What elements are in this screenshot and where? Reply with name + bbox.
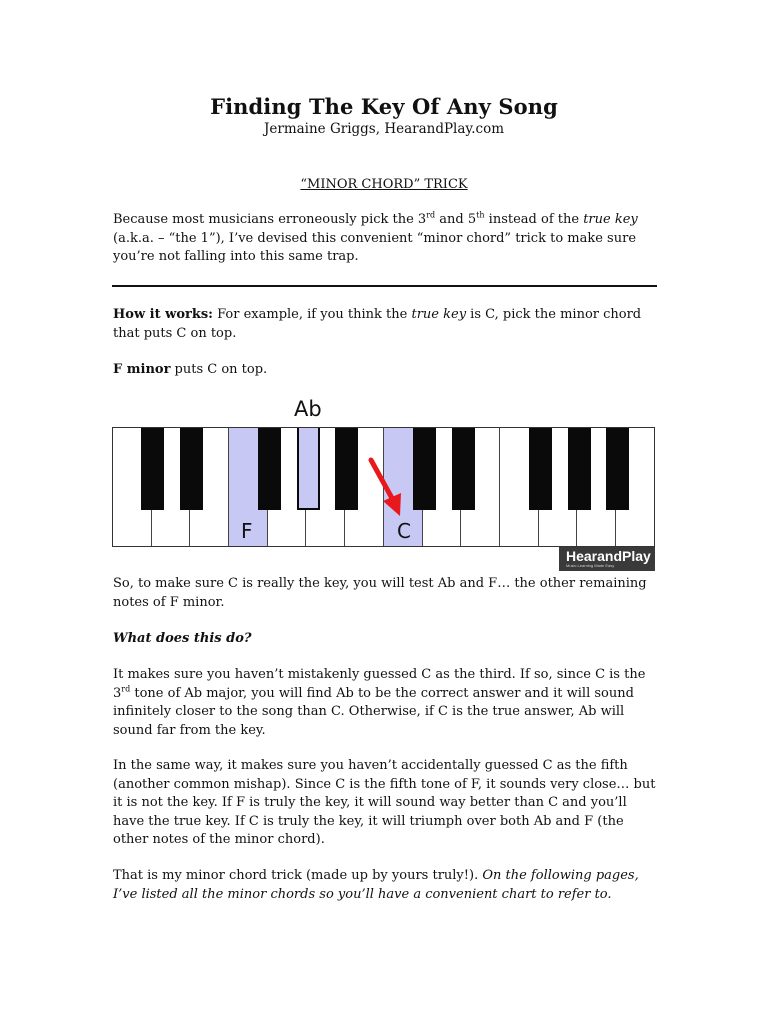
- red-arrow-icon: [363, 453, 413, 523]
- intro-paragraph: Because most musicians erroneously pick the 3rd and 5th instead of the true key (a.k.a. – “the 1”), I’ve devised this convenient “minor chord” trick to make sure you’re not falling into this same trap.: [113, 210, 638, 264]
- test-paragraph: So, to make sure C is really the key, you will test Ab and F… the other remaining notes of F minor.: [113, 576, 647, 610]
- closing-paragraph: That is my minor chord trick (made up by yours truly!). On the following pages, I’ve listed all the minor chords so you’ll have a convenient chart to refer to.: [113, 868, 639, 902]
- black-key: [180, 428, 203, 510]
- fifth-paragraph: In the same way, it makes sure you haven’t accidentally guessed C as the fifth (another common mishap). Since C is the fifth tone of F, it sounds very close… but it is not the key. If F is truly the key, it will sound way better than C and you’ll have the true key. If C is truly the key, it will triumph over both Ab and F (the other notes of the minor chord).: [113, 758, 656, 847]
- piano-keyboard: [112, 427, 655, 547]
- f-minor-line: F minor puts C on top.: [113, 362, 268, 377]
- black-key: [141, 428, 164, 510]
- third-paragraph: It makes sure you haven’t mistakenly guessed C as the third. If so, since C is the 3rd tone of Ab major, you will find Ab to be the correct answer and it will sound infinitely closer to the song than C. Otherwise, if C is the true answer, Ab will sound far from the key.: [113, 667, 646, 738]
- c-key-label: C: [397, 519, 411, 543]
- ab-key-label: Ab: [294, 397, 322, 421]
- how-it-works-paragraph: How it works: For example, if you think the true key is C, pick the minor chord that puts C on top.: [113, 307, 642, 341]
- black-key: [568, 428, 591, 510]
- black-key-ab: [297, 428, 320, 510]
- hearandplay-logo: HearandPlay Music Learning Made Easy: [559, 547, 655, 571]
- black-key: [258, 428, 281, 510]
- black-key: [452, 428, 475, 510]
- black-key: [413, 428, 436, 510]
- author-line: Jermaine Griggs, HearandPlay.com: [263, 121, 505, 137]
- black-key: [529, 428, 552, 510]
- black-key: [606, 428, 629, 510]
- divider: [112, 285, 657, 287]
- page-title: Finding The Key Of Any Song: [210, 94, 558, 119]
- question-heading: What does this do?: [113, 631, 252, 646]
- f-key-label: F: [241, 519, 253, 543]
- section-heading: “MINOR CHORD” TRICK: [300, 177, 468, 192]
- black-key: [335, 428, 358, 510]
